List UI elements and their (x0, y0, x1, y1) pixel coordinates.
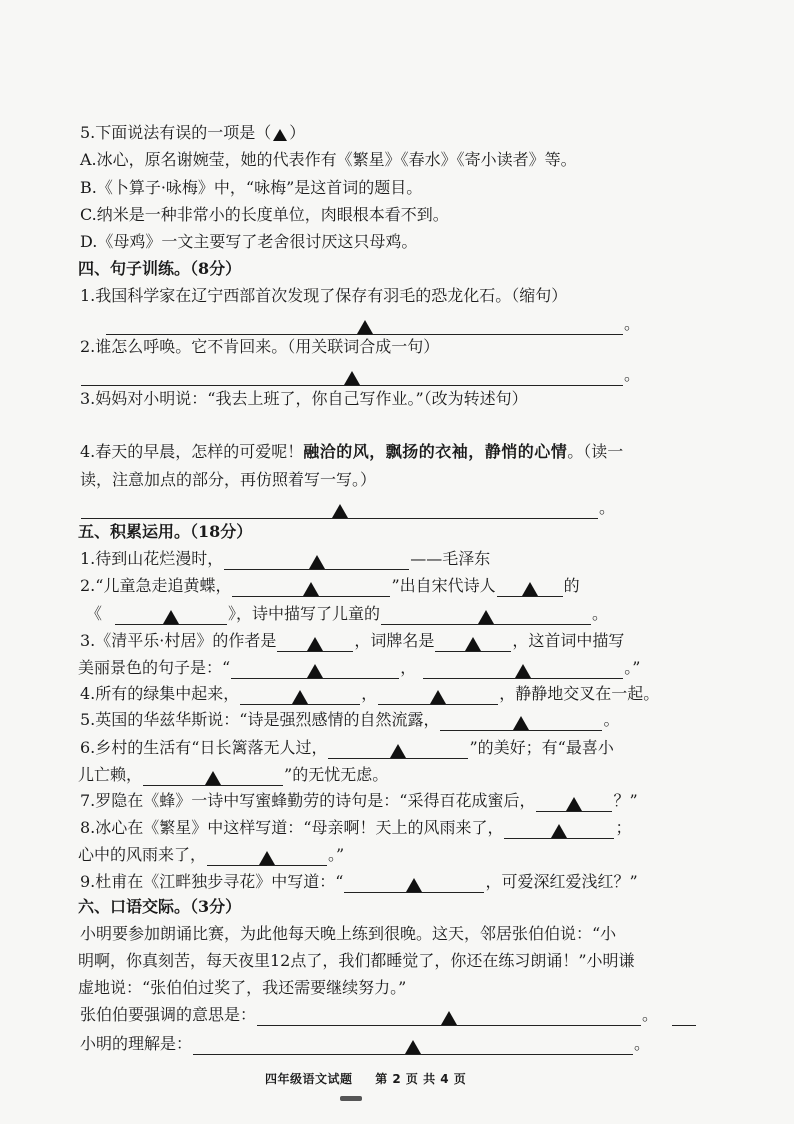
s4-q4-answer-blank[interactable] (81, 500, 598, 519)
s5-q1-blank[interactable] (224, 551, 409, 570)
answer-marker-icon (357, 320, 373, 334)
answer-marker-icon (344, 371, 360, 385)
s5-line-5: 美丽景色的句子是：“ ， 。” (78, 658, 641, 677)
s4-q2-answer-blank[interactable] (81, 367, 623, 386)
footer-page-number: 第 2 页 共 4 页 (375, 1072, 467, 1086)
answer-marker-icon (390, 744, 406, 758)
q5-option-b: B.《卜算子·咏梅》中，“咏梅”是这首词的题目。 (80, 178, 423, 197)
s5-line-6: 4.所有的绿集中起来， ， ，静静地交叉在一起。 (80, 684, 660, 703)
s5-line-2: 2.“儿童急走追黄蝶， ”出自宋代诗人 的 (80, 576, 580, 595)
s5-line-8: 6.乡村的生活有“日长篱落无人过， ”的美好；有“最喜小 (80, 738, 614, 757)
answer-marker-icon (205, 771, 221, 785)
s4-q2: 2.谁怎么呼唤。它不肯回来。（用关联词合成一句） (80, 337, 440, 356)
answer-marker-icon (441, 1011, 457, 1025)
answer-marker-icon (515, 664, 531, 678)
answer-marker-icon (513, 716, 529, 730)
s4-q1: 1.我国科学家在辽宁西部首次发现了保存有羽毛的恐龙化石。（缩句） (80, 286, 568, 305)
s5-q7-blank[interactable] (536, 793, 612, 812)
s5-line-7: 5.英国的华兹华斯说：“诗是强烈感情的自然流露， 。 (80, 710, 620, 729)
answer-marker-icon (307, 637, 323, 651)
s4-q2-answer-row: 。 (80, 364, 640, 386)
s6-passage-line-1: 小明要参加朗诵比赛，为此他每天晚上练到很晚。这天，邻居张伯伯说：“小 (80, 924, 617, 943)
s5-q2-blank-title[interactable] (115, 606, 227, 625)
s5-line-1: 1.待到山花烂漫时， ——毛泽东 (80, 549, 491, 568)
s5-line-4: 3.《清平乐·村居》的作者是 ，词牌名是 ，这首词中描写 (80, 631, 625, 650)
s5-q3-blank-scene-2[interactable] (423, 660, 623, 679)
s5-line-11: 8.冰心在《繁星》中这样写道：“母亲啊！天上的风雨来了， ； (80, 818, 632, 837)
answer-marker-icon (566, 797, 582, 811)
scan-smudge (340, 1096, 362, 1101)
answer-marker-icon (332, 504, 348, 518)
answer-marker-icon (478, 610, 494, 624)
section-6-title: 六、口语交际。（3分） (78, 897, 242, 916)
s5-q3-blank-author[interactable] (277, 633, 353, 652)
s6-answer-1-row: 张伯伯要强调的意思是： 。 (80, 1004, 697, 1026)
s6-passage-line-3: 虚地说：“张伯伯过奖了，我还需要继续努力。” (78, 978, 407, 997)
q5-option-c: C.纳米是一种非常小的长度单位，肉眼根本看不到。 (80, 205, 449, 224)
s5-q4-blank-1[interactable] (240, 686, 360, 705)
s4-q4-emphasis: 融洽的风，飘扬的衣袖，静悄的心情 (303, 442, 568, 461)
s6-answer-2-blank[interactable] (193, 1036, 633, 1055)
s5-q6-blank-1[interactable] (328, 740, 468, 759)
s4-q4-line2: 读，注意加点的部分，再仿照着写一写。） (80, 470, 377, 489)
answer-marker-icon (307, 664, 323, 678)
s5-line-3: 《 》，诗中描写了儿童的 。 (86, 604, 609, 623)
s5-line-13: 9.杜甫在《江畔独步寻花》中写道：“ ，可爱深红爱浅红？” (80, 872, 638, 891)
s5-q8-blank-2[interactable] (207, 847, 327, 866)
s4-q4-line1: 4.春天的早晨，怎样的可爱呢！ 融洽的风，飘扬的衣袖，静悄的心情 。（读一 (80, 442, 624, 461)
footer-subject: 四年级语文试题 (265, 1072, 353, 1086)
q5-option-a: A.冰心，原名谢婉莹，她的代表作有《繁星》《春水》《寄小读者》等。 (80, 150, 577, 169)
s5-q8-blank-1[interactable] (504, 820, 614, 839)
answer-marker-icon (551, 824, 567, 838)
s5-q2-blank-1[interactable] (232, 578, 390, 597)
s5-q2-blank-desc[interactable] (381, 606, 591, 625)
answer-marker-icon (292, 690, 308, 704)
answer-marker-icon (273, 129, 287, 141)
s5-q3-blank-scene-1[interactable] (231, 660, 399, 679)
s5-q4-blank-2[interactable] (378, 686, 498, 705)
section-4-title: 四、句子训练。（8分） (78, 259, 242, 278)
s5-line-10: 7.罗隐在《蜂》一诗中写蜜蜂勤劳的诗句是：“采得百花成蜜后， ？” (80, 791, 638, 810)
page-footer (265, 1070, 470, 1087)
s6-answer-1-blank-extra[interactable] (672, 1007, 696, 1026)
answer-marker-icon (522, 582, 538, 596)
s6-passage-line-2: 明啊，你真刻苦，每天夜里12点了，我们都睡觉了，你还在练习朗诵！”小明谦 (78, 951, 635, 970)
q5-option-d: D.《母鸡》一文主要写了老舍很讨厌这只母鸡。 (80, 232, 418, 251)
answer-marker-icon (430, 690, 446, 704)
s5-q9-blank[interactable] (344, 874, 484, 893)
s5-q6-blank-2[interactable] (143, 767, 283, 786)
answer-marker-icon (405, 1040, 421, 1054)
answer-marker-icon (309, 555, 325, 569)
answer-marker-icon (303, 582, 319, 596)
q5-stem-text: 5.下面说法有误的一项是（ (80, 123, 272, 142)
s4-q1-answer-blank[interactable] (106, 316, 623, 335)
s5-line-12: 心中的风雨来了， 。” (78, 845, 345, 864)
s6-answer-1-blank[interactable] (257, 1007, 641, 1026)
q5-stem (80, 122, 305, 144)
answer-marker-icon (259, 851, 275, 865)
answer-marker-icon (406, 878, 422, 892)
q5-stem-close: ） (289, 123, 306, 142)
s5-q3-blank-cipai[interactable] (435, 633, 511, 652)
answer-marker-icon (163, 610, 179, 624)
answer-marker-icon (465, 637, 481, 651)
s5-q5-blank[interactable] (440, 712, 602, 731)
s4-q3: 3.妈妈对小明说：“我去上班了，你自己写作业。”（改为转述句） (80, 389, 528, 408)
s4-q4-answer-row: 。 (80, 497, 615, 519)
s5-line-9: 儿亡赖， ”的无忧无虑。 (78, 765, 389, 784)
s6-answer-2-row: 小明的理解是： 。 (80, 1034, 651, 1053)
section-5-title: 五、积累运用。（18分） (78, 522, 253, 541)
s5-q2-blank-poet[interactable] (497, 578, 563, 597)
s4-q1-answer-row: 。 (105, 313, 640, 335)
